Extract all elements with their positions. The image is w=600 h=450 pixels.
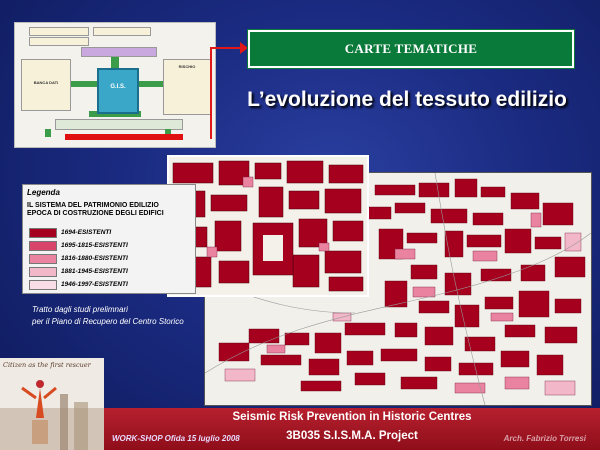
gis-diagram-thumbnail xyxy=(14,22,216,148)
inset-drawing xyxy=(169,157,367,295)
connector-line xyxy=(210,48,212,138)
legend-title: Legenda xyxy=(27,188,60,197)
gis-box: G.I.S. xyxy=(97,68,139,114)
slide-subtitle: L’evoluzione del tessuto edilizio xyxy=(247,88,567,111)
diagram-arrow xyxy=(111,57,119,68)
legend-item: 1694-ESISTENTI xyxy=(29,224,111,234)
diagram-box-left: BANCA DATI xyxy=(21,59,71,111)
footer-workshop-note: WORK-SHOP Ofida 15 luglio 2008 xyxy=(112,434,240,443)
logo-figure-icon xyxy=(0,358,104,450)
diagram-box xyxy=(93,27,151,36)
footer-banner xyxy=(104,408,600,450)
source-note: Tratto dagli studi prelimnari per il Piano di Recupero del Centro Storico xyxy=(32,305,184,326)
diagram-box xyxy=(29,37,89,46)
diagram-box xyxy=(55,119,183,130)
diagram-arrow xyxy=(45,129,51,137)
connector-line xyxy=(210,47,244,49)
diagram-highlight-bar xyxy=(65,134,183,140)
diagram-box xyxy=(29,27,89,36)
legend-item: 1695-1815-ESISTENTI xyxy=(29,237,128,247)
footer-project-title: Seismic Risk Prevention in Historic Centres xyxy=(232,411,472,423)
legend-item: 1946-1997-ESISTENTI xyxy=(29,276,128,286)
diagram-arrow xyxy=(135,81,163,87)
legend-item: 1881-1945-ESISTENTI xyxy=(29,263,128,273)
legend-swatch xyxy=(29,280,57,290)
map-inset-detail xyxy=(167,155,369,297)
title-text: CARTE TEMATICHE xyxy=(344,41,478,56)
project-logo xyxy=(0,358,104,450)
title-box xyxy=(248,30,574,68)
legend-item: 1816-1880-ESISTENTI xyxy=(29,250,128,260)
connector-arrowhead xyxy=(240,42,248,54)
diagram-box xyxy=(81,47,157,57)
map-legend xyxy=(22,184,196,294)
diagram-box-right: RISCHIO xyxy=(163,59,211,115)
diagram-arrow xyxy=(71,81,97,87)
legend-heading: IL SISTEMA DEL PATRIMONIO EDILIZIO EPOCA DI COSTRUZIONE DEGLI EDIFICI xyxy=(27,202,164,217)
footer-author: Arch. Fabrizio Torresi xyxy=(503,434,586,443)
logo-tagline: Citizen as the first rescuer xyxy=(3,361,91,369)
footer-project-code: 3B035 S.I.S.M.A. Project xyxy=(286,430,418,442)
